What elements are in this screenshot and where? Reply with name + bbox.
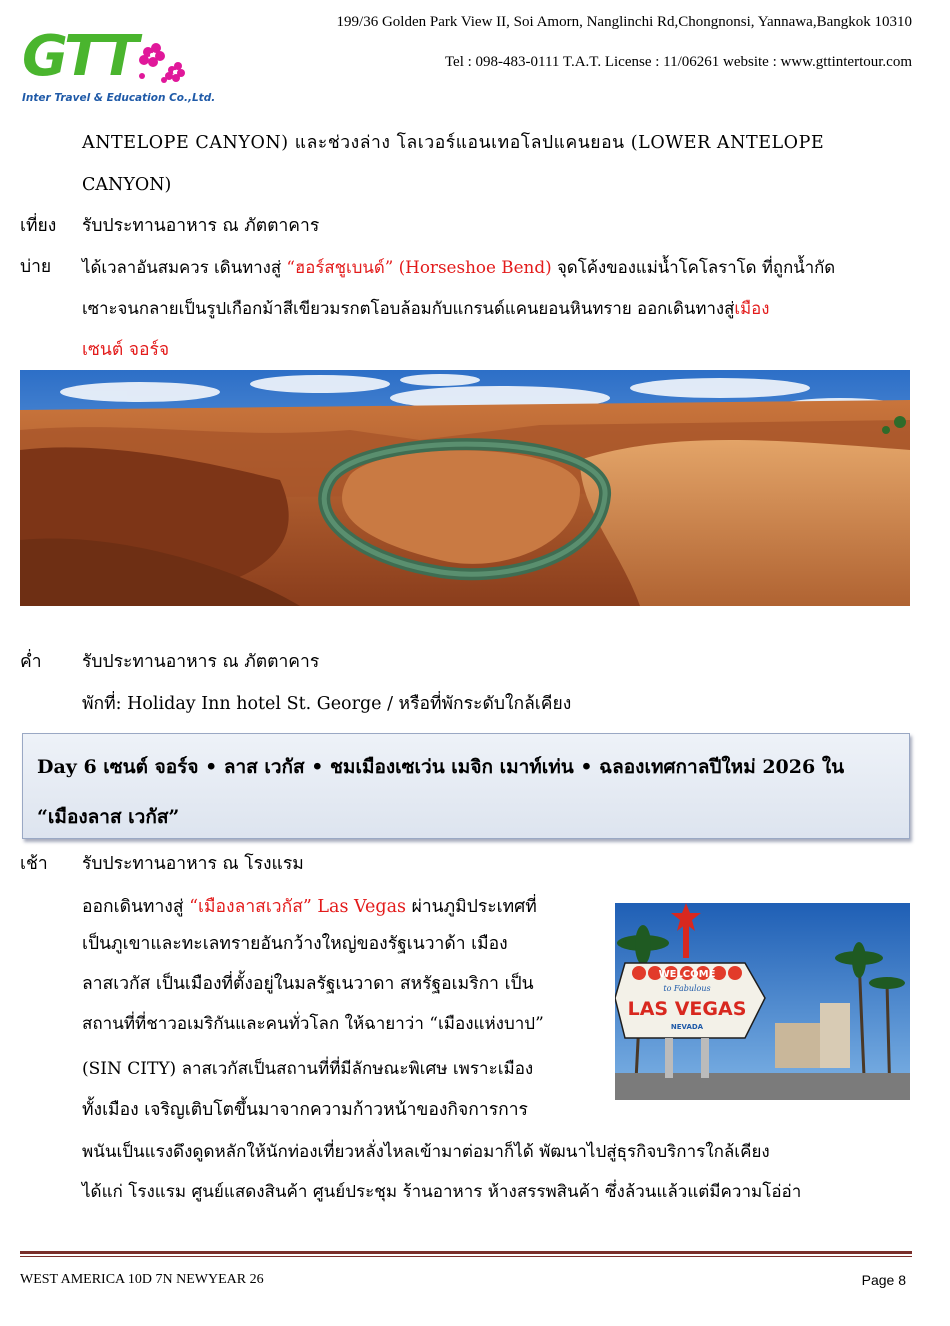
vegas-paragraph-line-8: ได้แก่ โรงแรม ศูนย์แสดงสินค้า ศูนย์ประชุม ร้านอาหาร ห้างสรรพสินค้า ซึ่งล้วนแล้วแต่มีความโอ่อ่า: [82, 1182, 802, 1202]
dinner-text: รับประทานอาหาร ณ ภัตตาคาร: [82, 652, 320, 672]
horseshoe-bend-photo: [20, 370, 910, 606]
program-name: WEST AMERICA 10D 7N NEWYEAR 26: [20, 1272, 264, 1287]
vegas-paragraph-line-1: [82, 893, 537, 921]
lunch-text: รับประทานอาหาร ณ ภัตตาคาร: [82, 216, 320, 236]
company-address: 199/36 Golden Park View II, Soi Amorn, Nanglinchi Rd,Chongnonsi, Yannawa,Bangkok 10310: [336, 14, 912, 30]
hotel-text: พักที่: Holiday Inn hotel St. George / หรือที่พักระดับใกล้เคียง: [82, 694, 572, 714]
st-george-highlight-a: เมือง: [734, 298, 770, 318]
vegas-paragraph-line-7: พนันเป็นแรงดึงดูดหลักให้นักท่องเที่ยวหลั่งไหลเข้ามาต่อมาก็ได้ พัฒนาไปสู่ธุรกิจบริการใกล้เคียง: [82, 1142, 770, 1162]
las-vegas-highlight: “เมืองลาสเวกัส” Las Vegas: [189, 897, 407, 917]
company-logo: [22, 22, 216, 122]
continued-line-1: ANTELOPE CANYON) และช่วงล่าง โลเวอร์แอนเทอโลปแคนยอน (LOWER ANTELOPE: [82, 133, 825, 153]
vegas-text-b: ผ่านภูมิประเทศที่: [406, 897, 537, 917]
afternoon-label: บ่าย: [20, 257, 52, 277]
vegas-paragraph-line-4: สถานที่ที่ชาวอเมริกันและคนทั่วโลก ให้ฉายาว่า “เมืองแห่งบาป”: [82, 1014, 544, 1034]
las-vegas-sign-photo: [615, 903, 910, 1100]
sign-welcome: WELCOME: [658, 969, 716, 980]
company-contact: Tel : 098-483-0111 T.A.T. License : 11/06261 website : www.gttintertour.com: [444, 54, 912, 70]
sign-to-fabulous: to Fabulous: [663, 984, 711, 993]
flower-icon: [134, 36, 188, 88]
vegas-text-a: ออกเดินทางสู่: [82, 897, 190, 917]
day-6-title-line-1: Day 6 เซนต์ จอร์จ • ลาส เวกัส • ชมเมืองเซเว่น เมจิก เมาท์เท่น • ฉลองเทศกาลปีใหม่ 2026 ใน: [37, 756, 845, 778]
sign-las-vegas: LAS VEGAS: [627, 998, 747, 1020]
st-george-highlight-b: เซนต์ จอร์จ: [82, 340, 170, 360]
page-number: Page 8: [861, 1272, 906, 1288]
lunch-label: เที่ยง: [20, 216, 57, 236]
afternoon-paragraph-line-1: [82, 253, 835, 281]
logo-text: GTT: [22, 24, 136, 89]
vegas-paragraph-line-5: (SIN CITY) ลาสเวกัสเป็นสถานที่ที่มีลักษณะพิเศษ เพราะเมือง: [82, 1059, 534, 1079]
vegas-paragraph-line-2: เป็นภูเขาและทะเลทรายอันกว้างใหญ่ของรัฐเนวาด้า เมือง: [82, 934, 508, 954]
continued-line-2: CANYON): [82, 175, 172, 195]
afternoon-paragraph-line-2: [82, 294, 769, 322]
morning-text: รับประทานอาหาร ณ โรงแรม: [82, 854, 304, 874]
footer-rule-thin: [20, 1256, 912, 1257]
dinner-label: ค่ำ: [20, 652, 42, 672]
logo-subtitle: Inter Travel & Education Co.,Ltd.: [22, 92, 216, 104]
vegas-paragraph-line-6: ทั้งเมือง เจริญเติบโตขึ้นมาจากความก้าวหน้าของกิจการการ: [82, 1100, 528, 1120]
sign-nevada: NEVADA: [670, 1023, 704, 1031]
afternoon-text-a: ได้เวลาอันสมควร เดินทางสู่: [82, 257, 287, 277]
morning-label: เช้า: [20, 854, 48, 874]
day-6-banner: [22, 733, 910, 839]
footer-rule: [20, 1251, 912, 1254]
afternoon-text-c: เซาะจนกลายเป็นรูปเกือกม้าสีเขียวมรกตโอบล้อมกับแกรนด์แคนยอนหินทราย ออกเดินทางสู่: [82, 298, 735, 318]
vegas-paragraph-line-3: ลาสเวกัส เป็นเมืองที่ตั้งอยู่ในมลรัฐเนวาดา สหรัฐอเมริกา เป็น: [82, 974, 534, 994]
horseshoe-bend-highlight: “ฮอร์สชูเบนด์” (Horseshoe Bend): [286, 257, 552, 277]
day-6-title-line-2: “เมืองลาส เวกัส”: [37, 806, 180, 828]
afternoon-text-b: จุดโค้งของแม่น้ำโคโลราโด ที่ถูกน้ำกัด: [551, 257, 836, 277]
